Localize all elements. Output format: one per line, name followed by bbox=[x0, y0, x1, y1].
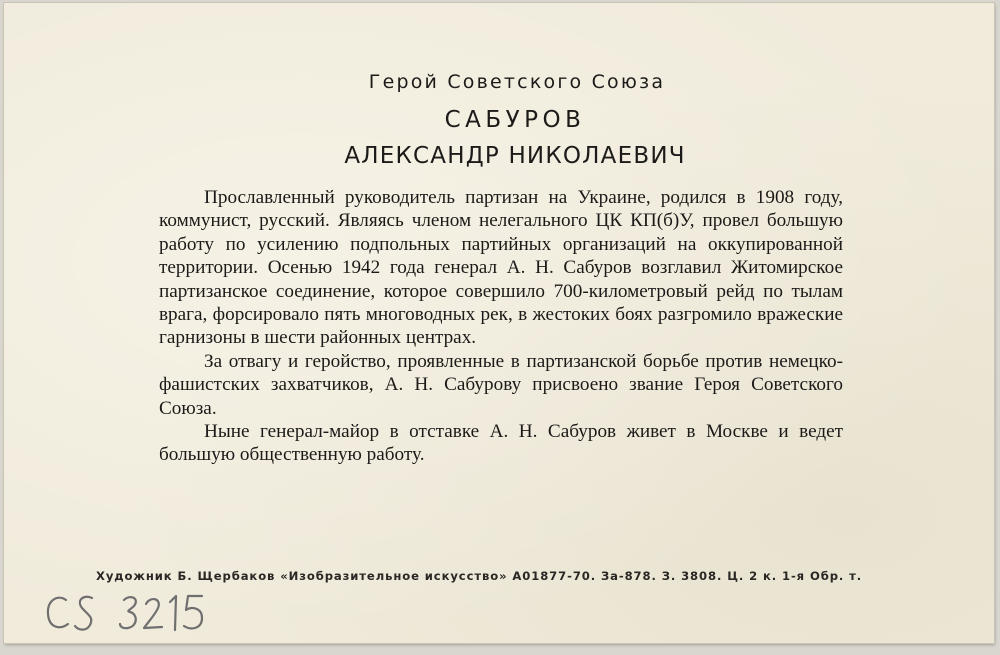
biography-text bbox=[159, 186, 843, 467]
biography-paragraph: За отвагу и геройство, проявленные в партизанской борьбе против немецко-фашистских захватчиков, А. Н. Сабурову присвоено звание Героя Советского Союза. bbox=[159, 350, 843, 419]
biography-paragraph: Прославленный руководитель партизан на Украине, родился в 1908 году, коммунист, русский. Являясь членом нелегального ЦК КП(б)У, провел большую работу по усилению подпольных партийных организаций на оккупированной территории. Осенью 1942 года генерал А. Н. Сабуров возглавил Житомирское партизанское соединение, которое совершило 700-километровый рейд по тылам врага, форсировало пять многоводных рек, в жестоких боях разгромило вражеские гарнизоны в шести районных центрах. bbox=[159, 187, 843, 349]
handwritten-catalog-number bbox=[42, 586, 212, 638]
hero-surname: САБУРОВ bbox=[444, 107, 586, 133]
postcard-back bbox=[4, 3, 994, 643]
hero-title: Герой Советского Союза bbox=[368, 71, 666, 93]
publisher-imprint: Художник Б. Щербаков «Изобразительное искусство» А01877-70. За-878. З. 3808. Ц. 2 к. 1-я Обр. т. bbox=[96, 569, 863, 583]
biography-paragraph: Ныне генерал-майор в отставке А. Н. Сабуров живет в Москве и ведет большую общественную работу. bbox=[159, 421, 843, 466]
hero-given-names: АЛЕКСАНДР НИКОЛАЕВИЧ bbox=[344, 143, 686, 169]
